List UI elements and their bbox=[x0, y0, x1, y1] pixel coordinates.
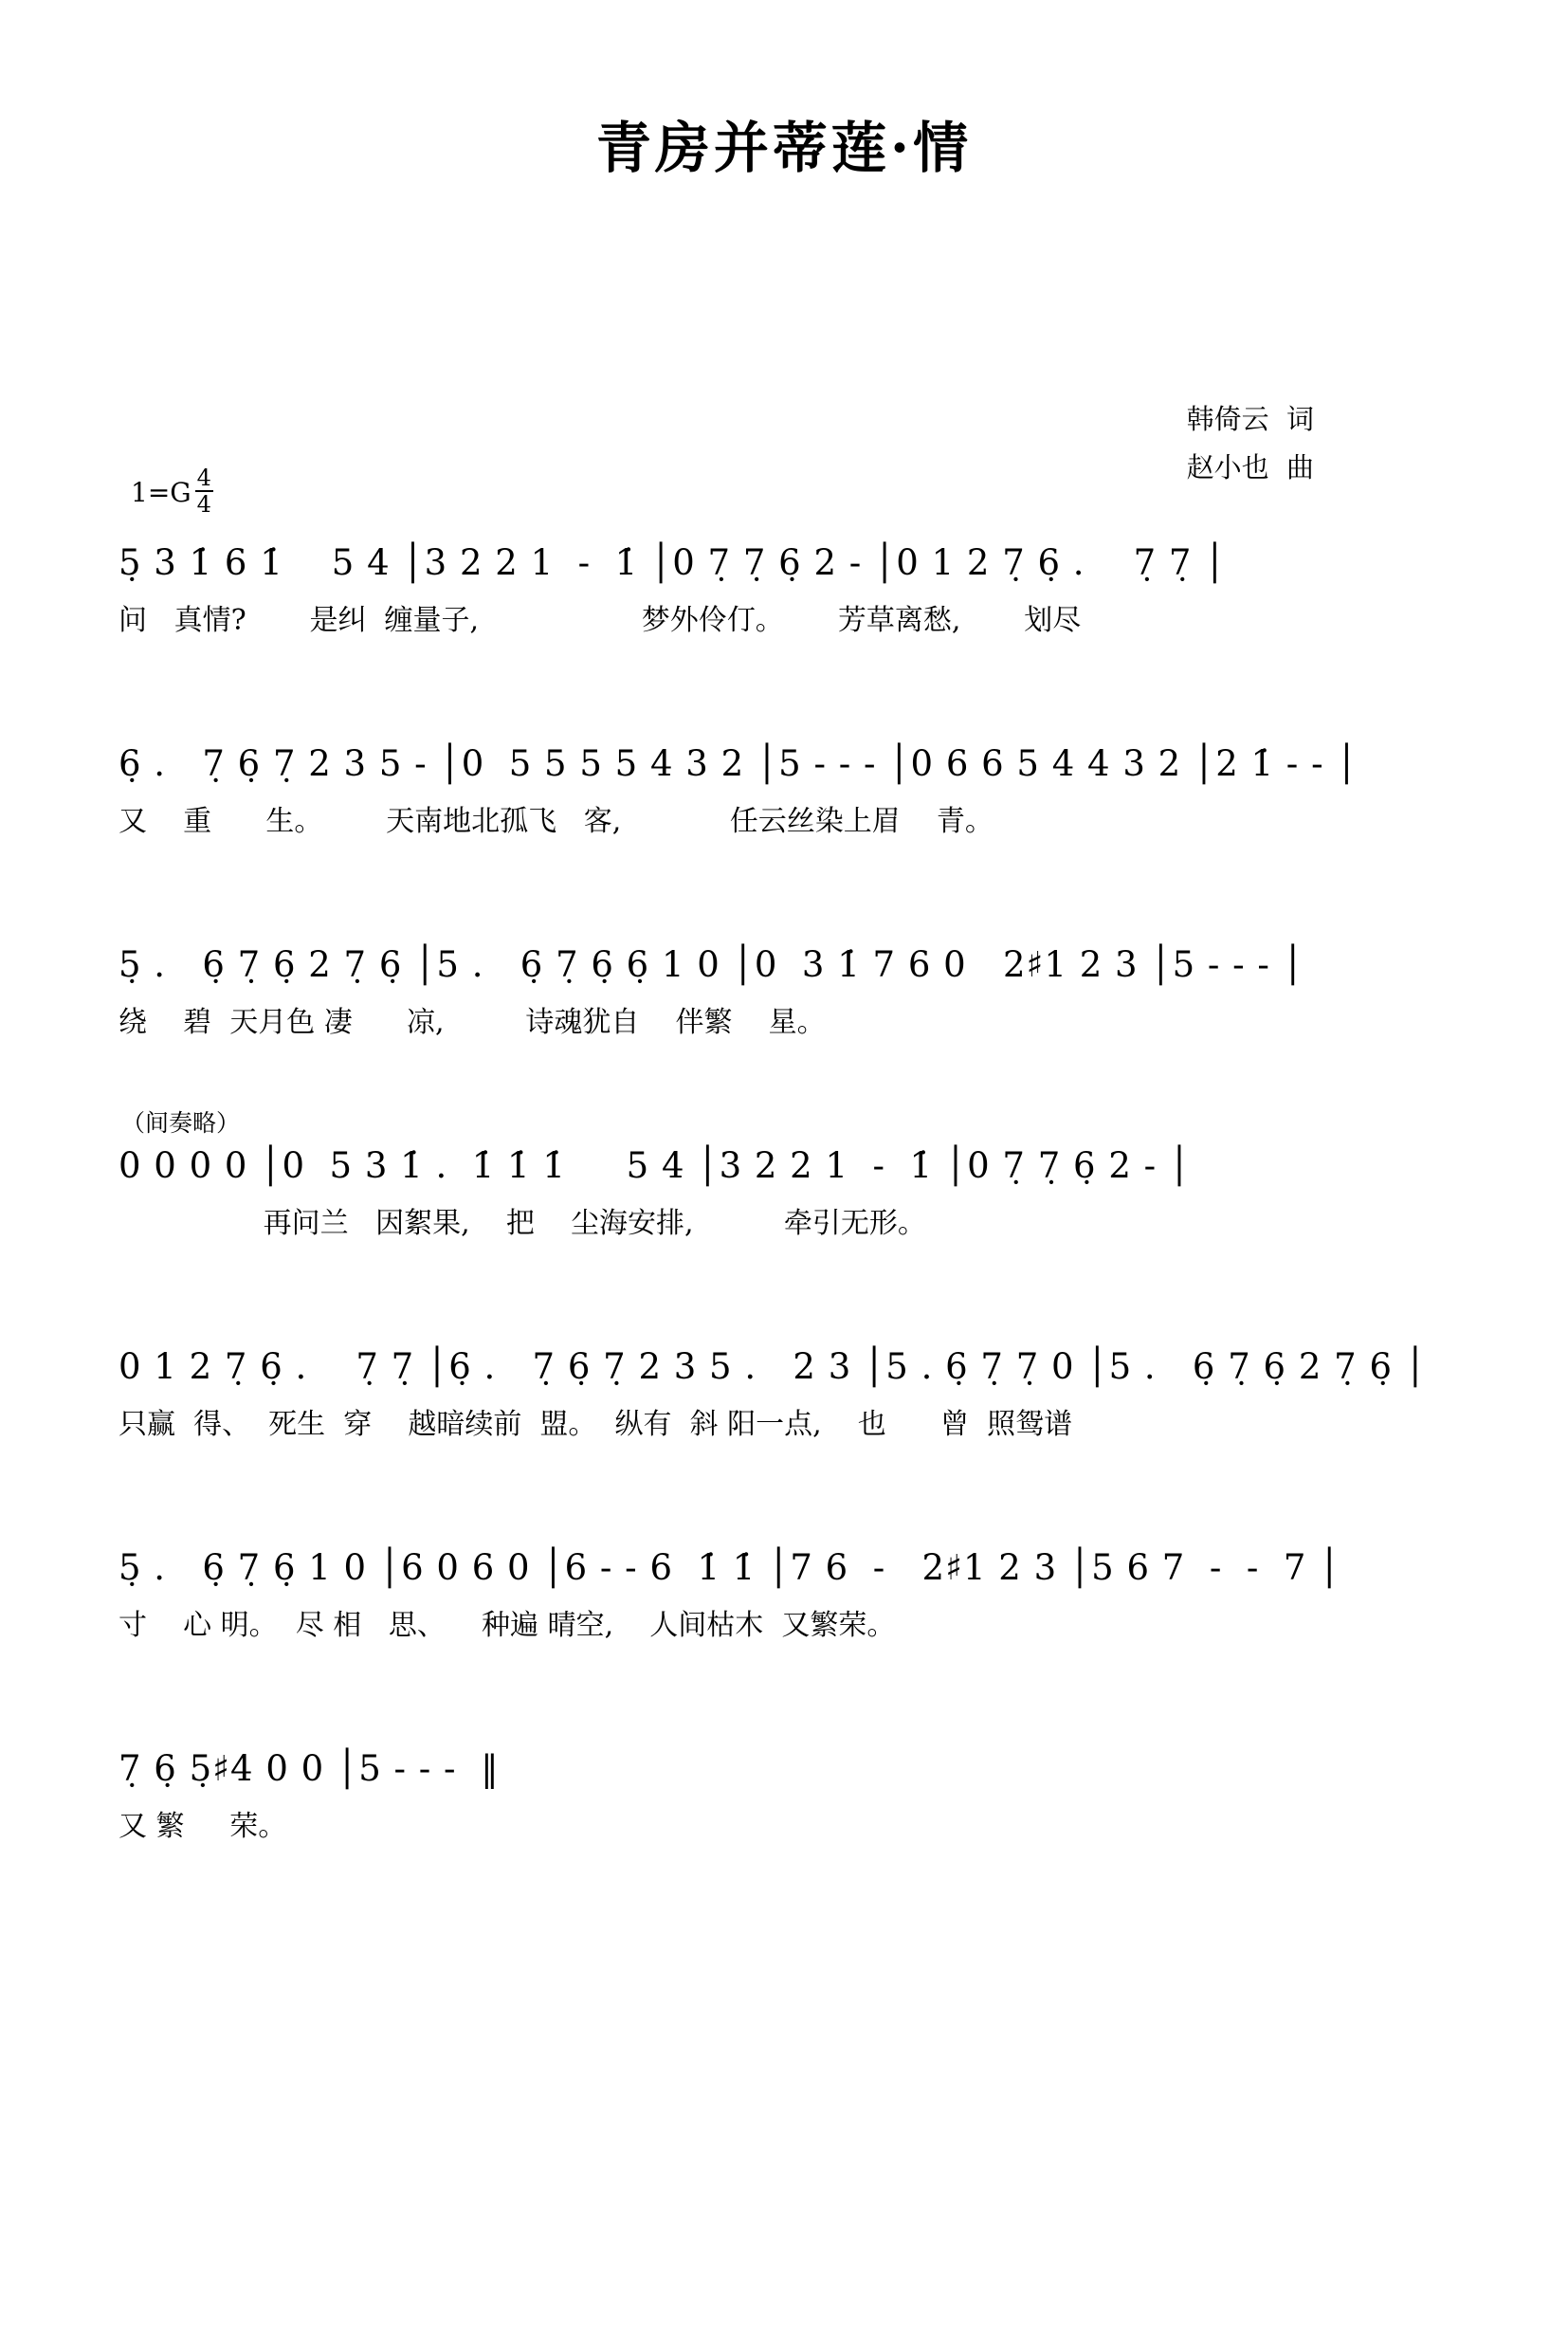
interlude-marker: （间奏略） bbox=[121, 1109, 241, 1137]
notation-line: 0 0 0 0 │0 5 3 1̇ . 1̇ 1̇ 1̇ 5 4 │3 2 2 1 - 1̇ │0 7̣ 7̣ 6̣ 2 - │ bbox=[119, 1145, 1192, 1186]
music-system bbox=[0, 536, 1568, 678]
lyrics-line: 绕 碧 天月色 凄 凉, 诗魂犹自 伴繁 星。 bbox=[119, 1006, 826, 1039]
music-system bbox=[0, 1340, 1568, 1482]
music-system bbox=[0, 938, 1568, 1080]
music-system bbox=[0, 1541, 1568, 1683]
key-and-time-signature bbox=[131, 467, 213, 517]
page-title: 青房并蒂莲·情 bbox=[595, 116, 973, 180]
notation-line: 5̣ 3 1̇ 6 1̇ 5 4 │3 2 2 1 - 1̇ │0 7̣ 7̣ 6̣ 2 - │0 1 2 7̣ 6̣ . 7̣ 7̣ │ bbox=[119, 542, 1227, 583]
lyrics-line: 又 繁 荣。 bbox=[119, 1810, 287, 1843]
notation-line: 5̣ . 6̣ 7̣ 6̣ 1 0 │6 0 6 0 │6 - - 6 1̇ 1̇ │7 6 - 2♯1 2 3 │5 6 7 - - 7 │ bbox=[119, 1547, 1341, 1588]
music-system bbox=[0, 737, 1568, 879]
credits-block bbox=[1187, 395, 1314, 492]
notation-line: 6̣ . 7̣ 6̣ 7̣ 2 3 5 - │0 5 5 5 5 4 3 2 │5 - - - │0 6 6 5 4 4 3 2 │2 1̇ - - │ bbox=[119, 743, 1358, 784]
lyrics-line: 又 重 生。 天南地北孤飞 客, 任云丝染上眉 青。 bbox=[119, 805, 994, 838]
time-signature bbox=[195, 466, 213, 516]
key-signature: 1=G bbox=[131, 476, 191, 508]
lyrics-line: 寸 心 明。 尽 相 思、 种遍 晴空, 人间枯木 又繁荣。 bbox=[119, 1609, 896, 1642]
lyrics-line: 再问兰 因絮果, 把 尘海安排, 牵引无形。 bbox=[119, 1207, 926, 1240]
notation-line: 0 1 2 7̣ 6̣ . 7̣ 7̣ │6̣ . 7̣ 6̣ 7̣ 2 3 5 . 2 3 │5 . 6̣ 7̣ 7̣ 0 │5 . 6̣ 7̣ 6̣ 2 7̣ 6̣ │ bbox=[119, 1346, 1428, 1387]
composer-credit: 赵小也 曲 bbox=[1186, 450, 1314, 484]
music-system bbox=[0, 1742, 1568, 1884]
lyricist-credit: 韩倚云 词 bbox=[1186, 403, 1314, 435]
lyrics-line: 问 真情? 是纠 缠量子, 梦外伶仃。 芳草离愁, 划尽 bbox=[119, 604, 1082, 637]
notation-line: 7̣ 6̣ 5̣♯4 0 0 │5 - - - ‖ bbox=[119, 1748, 500, 1789]
music-systems bbox=[0, 536, 1568, 1943]
notation-line: 5̣ . 6̣ 7̣ 6̣ 2 7̣ 6̣ │5 . 6̣ 7̣ 6̣ 6̣ 1 0 │0 3 1̇ 7 6 0 2♯1 2 3 │5 - - - │ bbox=[119, 944, 1304, 985]
sheet-music-page bbox=[0, 116, 1568, 2336]
lyrics-line: 只赢 得、 死生 穿 越暗续前 盟。 纵有 斜 阳一点, 也 曾 照鸳谱 bbox=[119, 1408, 1073, 1441]
music-system bbox=[0, 1109, 1568, 1281]
time-signature-denominator: 4 bbox=[196, 491, 211, 518]
time-signature-numerator: 4 bbox=[196, 465, 211, 491]
